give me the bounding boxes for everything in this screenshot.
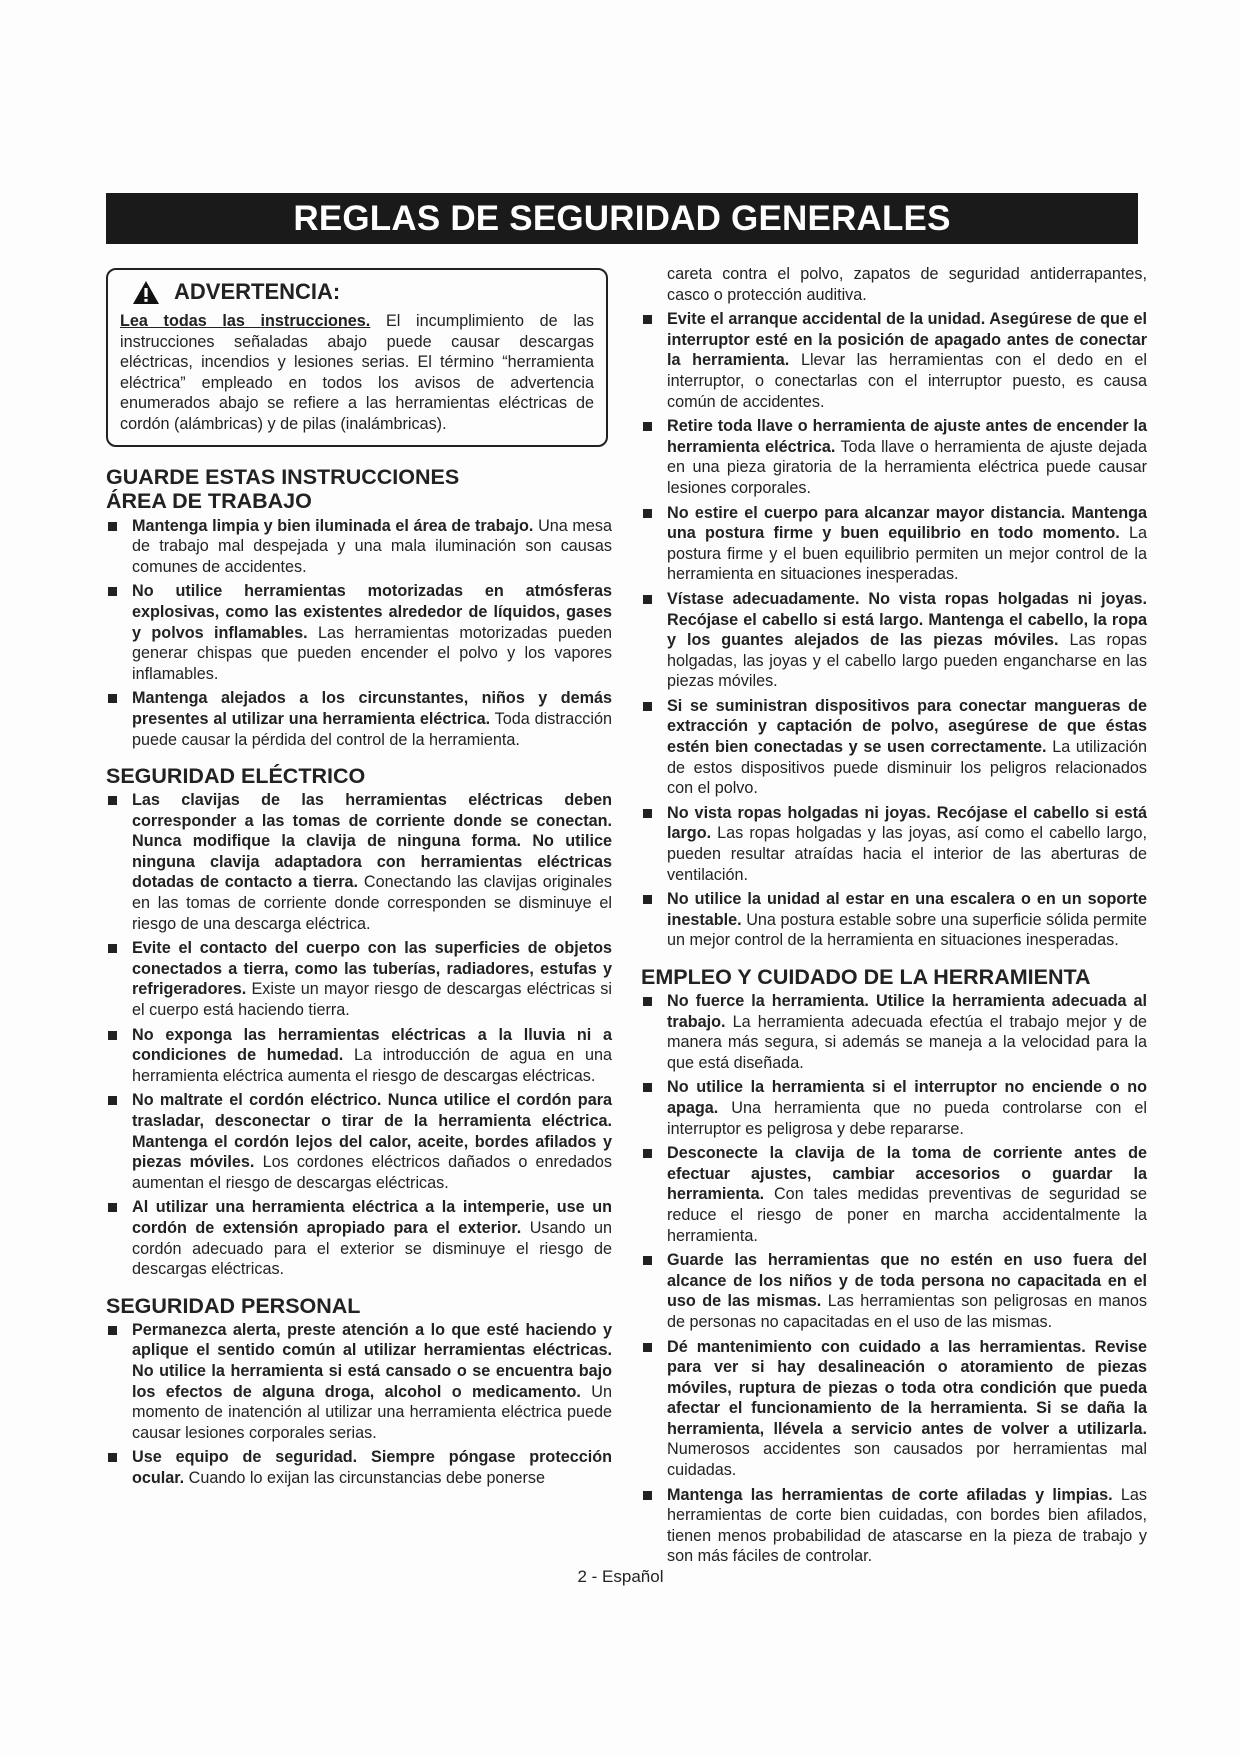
bullet-icon [108,1453,117,1462]
tool-use-list [641,991,1147,1567]
tool-use-heading: EMPLEO Y CUIDADO DE LA HERRAMIENTA [641,965,1091,989]
page-number: 2 - Español [577,1567,664,1586]
bullet-icon [643,315,652,324]
list-item: Dé mantenimiento con cuidado a las herramientas. Revise para ver si hay desalineación o atoramiento de piezas móviles, ruptura de piezas o toda otra condición que pueda afectar el funcionamiento de la herramienta. Si se daña la herramienta, llévela a servicio antes de volver a utilizarla. Numerosos accidentes son causados por herramientas mal cuidadas. [641,1337,1147,1481]
bullet-icon [643,895,652,904]
bullet-icon [643,509,652,518]
bullet-icon [108,694,117,703]
bullet-icon [643,1256,652,1265]
bullet-icon [108,1031,117,1040]
bullet-icon [108,796,117,805]
personal-safety-heading: SEGURIDAD PERSONAL [106,1293,361,1318]
bullet-icon [108,587,117,596]
personal-safety-list-continued [641,309,1147,951]
personal-safety-list [106,1320,612,1489]
list-item: Mantenga alejados a los circunstantes, niños y demás presentes al utilizar una herramienta eléctrica. Toda distracción puede causar la pérdida del control de la herramienta. [106,688,612,750]
save-instructions-heading: GUARDE ESTAS INSTRUCCIONES [106,464,460,489]
warning-heading-text: ADVERTENCIA: [174,279,341,305]
bullet-icon [643,595,652,604]
list-item: No vista ropas holgadas ni joyas. Recójase el cabello si está largo. Las ropas holgadas y las joyas, así como el cabello largo, pueden resultar atraídas hacia el interior de las aberturas de ventilación. [641,803,1147,885]
warning-text [120,311,594,435]
list-item: Retire toda llave o herramienta de ajuste antes de encender la herramienta eléctrica. Toda llave o herramienta de ajuste dejada en una pieza giratoria de la herramienta eléctrica puede causar lesiones corporales. [641,416,1147,498]
bullet-icon [108,1326,117,1335]
list-item: Evite el arranque accidental de la unidad. Asegúrese de que el interruptor esté en la posición de apagado antes de conectar la herramienta. Llevar las herramientas con el dedo en el interruptor, o conectarlas con el interruptor puesto, es causa común de accidentes. [641,309,1147,412]
page-title: REGLAS DE SEGURIDAD GENERALES [106,193,1138,244]
bullet-icon [643,1491,652,1500]
list-item: Use equipo de seguridad. Siempre póngase protección ocular. Cuando lo exijan las circunstancias debe ponerse [106,1447,612,1488]
electrical-safety-heading: SEGURIDAD ELÉCTRICO [106,764,366,789]
right-column [641,264,1147,1571]
list-item: No utilice la unidad al estar en una escalera o en un soporte inestable. Una postura estable sobre una superficie sólida permite un mejor control de la herramienta en situaciones inesperadas. [641,889,1147,951]
bullet-icon [108,522,117,531]
list-item: No utilice la herramienta si el interruptor no enciende o no apaga. Una herramienta que no pueda controlarse con el interruptor es peligrosa y debe repararse. [641,1077,1147,1139]
bullet-icon [643,422,652,431]
list-item: Desconecte la clavija de la toma de corriente antes de efectuar ajustes, cambiar accesorios o guardar la herramienta. Con tales medidas preventivas de seguridad se reduce el riesgo de poner en marcha accidentalmente la herramienta. [641,1143,1147,1246]
list-item: No estire el cuerpo para alcanzar mayor distancia. Mantenga una postura firme y buen equilibrio en todo momento. La postura firme y el buen equilibrio permiten un mejor control de la herramienta en situaciones inesperadas. [641,503,1147,585]
list-item: No maltrate el cordón eléctrico. Nunca utilice el cordón para trasladar, desconectar o tirar de la herramienta eléctrica. Mantenga el cordón lejos del calor, aceite, bordes afilados y piezas móviles. Los cordones eléctricos dañados o enredados aumentan el riesgo de descargas eléctricas. [106,1090,612,1193]
bullet-icon [643,1149,652,1158]
work-area-heading: ÁREA DE TRABAJO [106,488,312,513]
continued-text: careta contra el polvo, zapatos de seguridad antiderrapantes, casco o protección auditiva. [667,265,1147,304]
warning-box [106,268,608,447]
list-item: Permanezca alerta, preste atención a lo que esté haciendo y aplique el sentido común al utilizar herramientas eléctricas. No utilice la herramienta si está cansado o se encuentra bajo los efectos de alguna droga, alcohol o medicamento. Un momento de inatención al utilizar una herramienta eléctrica puede causar lesiones corporales serias. [106,1320,612,1444]
list-item: Al utilizar una herramienta eléctrica a la intemperie, use un cordón de extensión apropiado para el exterior. Usando un cordón adecuado para el exterior se disminuye el riesgo de descargas eléctricas. [106,1197,612,1279]
bullet-icon [643,809,652,818]
bullet-icon [108,944,117,953]
list-item: Las clavijas de las herramientas eléctricas deben corresponder a las tomas de corriente donde se conectan. Nunca modifique la clavija de ninguna forma. No utilice ninguna clavija adaptadora con herramientas eléctricas dotadas de contacto a tierra. Conectando las clavijas originales en las tomas de corriente donde corresponden se disminuye el riesgo de una descarga eléctrica. [106,790,612,934]
list-item: Evite el contacto del cuerpo con las superficies de objetos conectados a tierra, como las tuberías, radiadores, estufas y refrigeradores. Existe un mayor riesgo de descargas eléctricas si el cuerpo está haciendo tierra. [106,938,612,1020]
list-item: Mantenga limpia y bien iluminada el área de trabajo. Una mesa de trabajo mal despejada y una mala iluminación son causas comunes de accidentes. [106,516,612,578]
bullet-icon [643,997,652,1006]
list-item: Si se suministran dispositivos para conectar mangueras de extracción y captación de polvo, asegúrese de que éstas estén bien conectadas y se usen correctamente. La utilización de estos dispositivos puede disminuir los peligros relacionados con el polvo. [641,696,1147,799]
warning-triangle-icon [132,280,160,305]
list-item: No fuerce la herramienta. Utilice la herramienta adecuada al trabajo. La herramienta adecuada efectúa el trabajo mejor y de manera más segura, si además se maneja a la velocidad para la que está diseñada. [641,991,1147,1073]
list-item: No exponga las herramientas eléctricas a la lluvia ni a condiciones de humedad. La introducción de agua en una herramienta eléctrica aumenta el riesgo de descargas eléctricas. [106,1025,612,1087]
list-item: No utilice herramientas motorizadas en atmósferas explosivas, como las existentes alrededor de líquidos, gases y polvos inflamables. Las herramientas motorizadas pueden generar chispas que pueden encender el polvo y los vapores inflamables. [106,581,612,684]
bullet-icon [643,1343,652,1352]
list-item: Guarde las herramientas que no estén en uso fuera del alcance de los niños y de toda persona no capacitada en el uso de las mismas. Las herramientas son peligrosas en manos de personas no capacitadas en el uso de las mismas. [641,1250,1147,1332]
bullet-icon [108,1203,117,1212]
left-column [106,268,612,1493]
warning-body: El incumplimiento de las instrucciones señaladas abajo puede causar descargas eléctricas, incendios y lesiones serias. El término “herramienta eléctrica” empleado en todos los avisos de advertencia enumerados abajo se refiere a las herramientas eléctricas de cordón (alámbricas) y de pilas (inalámbricas). [120,312,595,433]
bullet-icon [643,1083,652,1092]
electrical-safety-list [106,790,612,1280]
warning-heading [132,280,594,305]
bullet-icon [643,702,652,711]
list-item: Vístase adecuadamente. No vista ropas holgadas ni joyas. Recójase el cabello si está largo. Mantenga el cabello, la ropa y los guantes alejados de las piezas móviles. Las ropas holgadas, las joyas y el cabello largo pueden engancharse en las piezas móviles. [641,589,1147,692]
warning-lead: Lea todas las instrucciones. [120,312,371,330]
list-item: Mantenga las herramientas de corte afiladas y limpias. Las herramientas de corte bien cuidadas, con bordes bien afilados, tienen menos probabilidad de atascarse en la pieza de trabajo y son más fáciles de controlar. [641,1485,1147,1567]
bullet-icon [108,1096,117,1105]
work-area-list [106,516,612,751]
